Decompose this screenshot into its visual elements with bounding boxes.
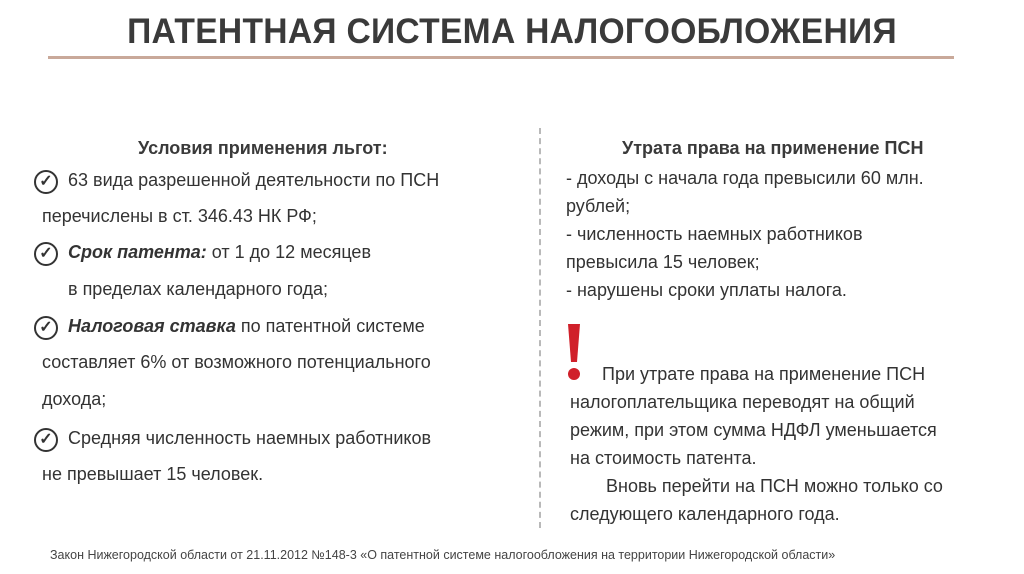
patent-term-label: Срок патента:	[68, 242, 207, 262]
condition-4-line-2: не превышает 15 человек.	[42, 464, 264, 484]
loss-reason-1-line-2: рублей;	[566, 196, 631, 216]
loss-of-right-heading: Утрата права на применение ПСН	[622, 138, 924, 158]
note-line-3: режим, при этом сумма НДФЛ уменьшается	[570, 420, 937, 440]
checkmark-circle-icon: ✓	[34, 316, 58, 340]
note-line-2: налогоплательщика переводят на общий	[570, 392, 915, 412]
law-reference-footer: Закон Нижегородской области от 21.11.2012 №148-3 «О патентной системе налогообложения на территории Нижегородской области»	[50, 548, 836, 562]
condition-1-line-1: 63 вида разрешенной деятельности по ПСН	[68, 170, 440, 190]
checkmark-circle-icon: ✓	[34, 170, 58, 194]
loss-reason-2-line-2: превысила 15 человек;	[566, 252, 760, 272]
benefit-conditions-heading: Условия применения льгот:	[138, 138, 388, 158]
title-underline	[48, 56, 954, 59]
condition-3-line-3: дохода;	[42, 389, 107, 409]
note-line-1: При утрате права на применение ПСН	[602, 364, 926, 384]
condition-3-line-1	[68, 316, 425, 337]
patent-term-value: от 1 до 12 месяцев	[206, 242, 372, 262]
tax-rate-text: по патентной системе	[235, 316, 425, 336]
condition-4-line-1: Средняя численность наемных работников	[68, 428, 432, 448]
column-divider	[539, 128, 541, 528]
condition-1-line-2: перечислены в ст. 346.43 НК РФ;	[42, 206, 317, 226]
page-title: ПАТЕНТНАЯ СИСТЕМА НАЛОГООБЛОЖЕНИЯ	[127, 12, 897, 51]
loss-reason-2-line-1: - численность наемных работников	[566, 224, 863, 244]
note-line-4: на стоимость патента.	[570, 448, 757, 468]
condition-2-line-2: в пределах календарного года;	[68, 279, 329, 299]
note-line-6: следующего календарного года.	[570, 504, 840, 524]
tax-rate-label: Налоговая ставка	[68, 316, 236, 336]
checkmark-circle-icon: ✓	[34, 428, 58, 452]
checkmark-circle-icon: ✓	[34, 242, 58, 266]
loss-reason-3: - нарушены сроки уплаты налога.	[566, 280, 847, 300]
note-line-5: Вновь перейти на ПСН можно только со	[606, 476, 943, 496]
exclamation-warning-icon	[566, 322, 582, 382]
condition-3-line-2: составляет 6% от возможного потенциального	[42, 352, 431, 372]
loss-reason-1-line-1: - доходы с начала года превысили 60 млн.	[566, 168, 924, 188]
condition-2-line-1	[68, 242, 371, 263]
